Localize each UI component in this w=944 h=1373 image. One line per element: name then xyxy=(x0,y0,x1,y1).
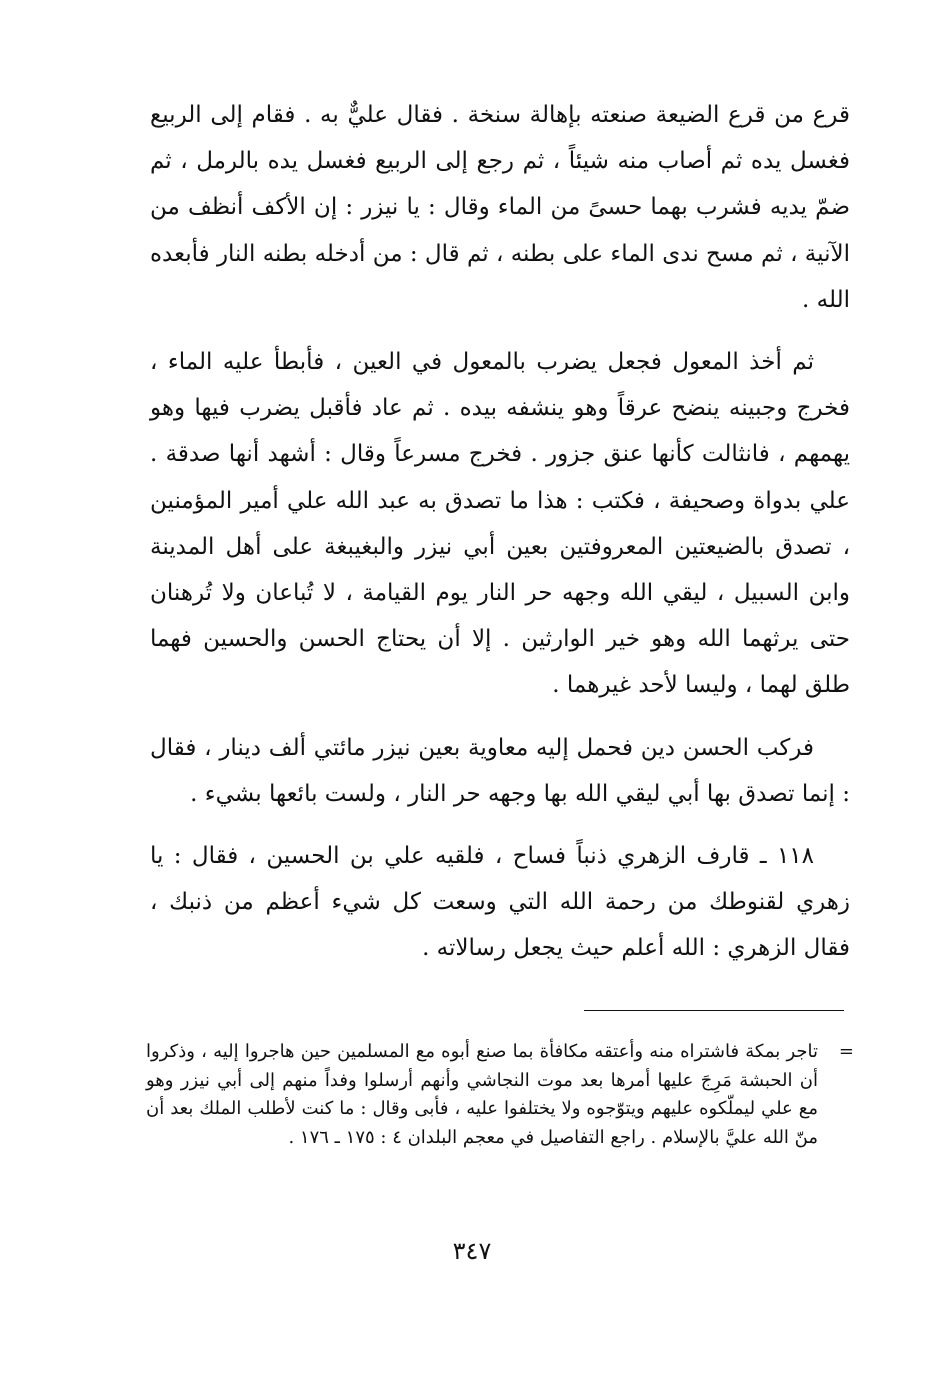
paragraph: قرع من قرع الضيعة صنعته بإهالة سنخة . فقال عليٌّ به . فقام إلى الربيع فغسل يده ثم أصاب منه شيئاً ، ثم رجع إلى الربيع فغسل يده بالرمل ، ثم ضمّ يديه فشرب بهما حسىً من الماء وقال : يا نيزر : إن الأكف أنظف من الآنية ، ثم مسح ندى الماء على بطنه ، ثم قال : من أدخله بطنه النار فأبعده الله . xyxy=(150,102,850,313)
footnote xyxy=(146,1038,854,1152)
footnote-continuation-marker: = xyxy=(838,1041,854,1062)
paragraph: ١١٨ ـ قارف الزهري ذنباً فساح ، فلقيه علي بن الحسين ، فقال : يا زهري لقنوطك من رحمة الله التي وسعت كل شيء أعظم من ذنبك ، فقال الزهري : الله أعلم حيث يجعل رسالاته . xyxy=(150,843,850,962)
page-number: ٣٤٧ xyxy=(452,1237,492,1265)
main-text xyxy=(150,92,850,988)
footnote-divider xyxy=(584,1010,844,1011)
paragraph: فركب الحسن دين فحمل إليه معاوية بعين نيزر مائتي ألف دينار ، فقال : إنما تصدق بها أبي ليقي الله بها وجهه حر النار ، ولست بائعها بشيء . xyxy=(150,734,850,807)
paragraph: ثم أخذ المعول فجعل يضرب بالمعول في العين ، فأبطأ عليه الماء ، فخرج وجبينه ينضح عرقاً وهو ينشفه بيده . ثم عاد فأقبل يضرب فيها وهو يهمهم ، فانثالت كأنها عنق جزور . فخرج مسرعاً وقال : أشهد أنها صدقة . علي بدواة وصحيفة ، فكتب : هذا ما تصدق به عبد الله علي أمير المؤمنين ، تصدق بالضيعتين المعروفتين بعين أبي نيزر والبغيبغة على أهل المدينة وابن السبيل ، ليقي الله وجهه حر النار يوم القيامة ، لا تُباعان ولا تُرهنان حتى يرثهما الله وهو خير الوارثين . إلا أن يحتاج الحسن والحسين فهما طلق لهما ، وليسا لأحد غيرهما . xyxy=(150,349,850,699)
footnote-text: تاجر بمكة فاشتراه منه وأعتقه مكافأة بما صنع أبوه مع المسلمين حين هاجروا إليه ، وذكروا أن الحبشة مَرِجَ عليها أمرها بعد موت النجاشي وأنهم أرسلوا وفداً منهم إلى أبي نيزر وهو مع علي ليملّكوه عليهم ويتوّجوه ولا يختلفوا عليه ، فأبى وقال : ما كنت لأطلب الملك بعد أن منّ الله عليَّ بالإسلام . راجع التفاصيل في معجم البلدان ٤ : ١٧٥ ـ ١٧٦ . xyxy=(146,1041,818,1148)
